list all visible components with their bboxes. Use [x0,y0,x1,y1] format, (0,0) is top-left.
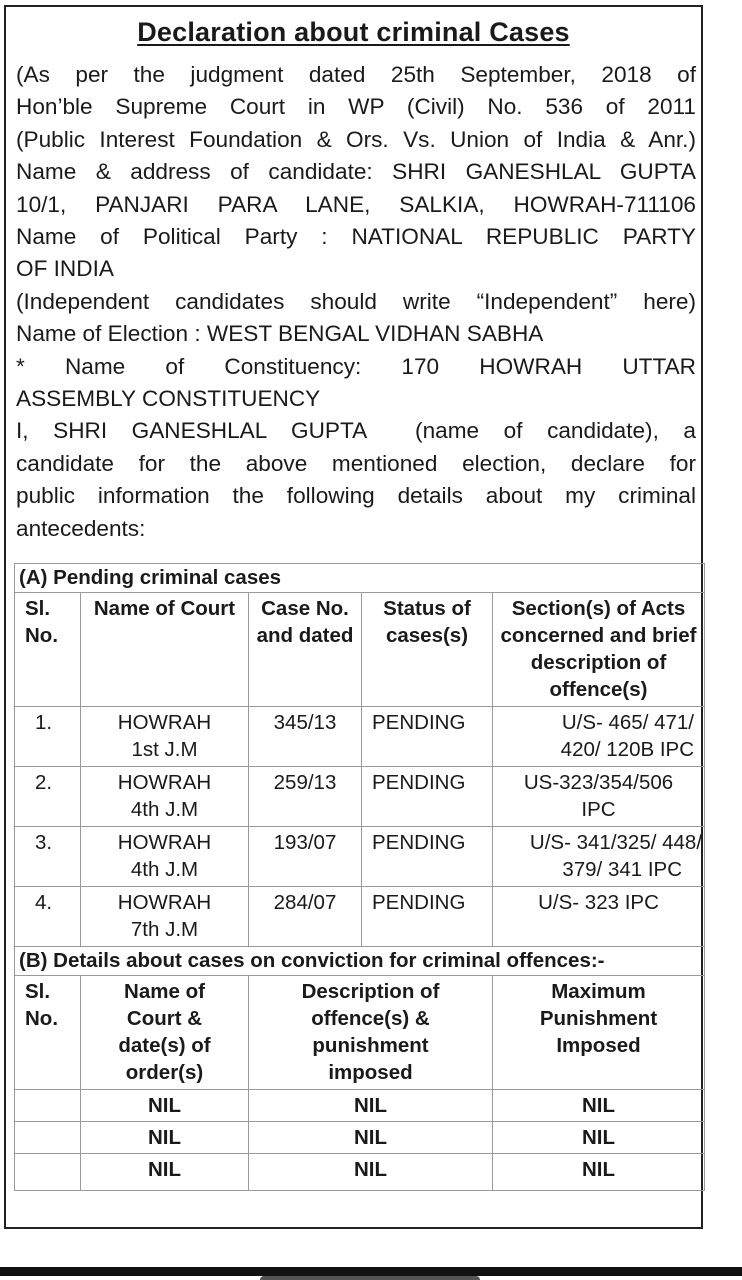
case-sl: 1. [15,707,81,767]
constituency-line-cont: ASSEMBLY CONSTITUENCY [16,386,321,412]
conv-punishment: NIL [493,1122,705,1154]
pending-case-row [15,887,705,947]
declaration-notice [4,5,703,1229]
conv-punishment: NIL [493,1154,705,1191]
declaration-line: antecedents: [16,515,146,541]
case-number: 284/07 [249,887,362,947]
conviction-row [15,1090,705,1122]
conv-col-header-court: Name of Court & date(s) of order(s) [81,976,249,1090]
conv-col-header-description: Description of offence(s) & punishment imposed [249,976,493,1090]
col-header-status: Status of cases(s) [362,593,493,707]
col-header-court: Name of Court [81,593,249,707]
case-number: 259/13 [249,767,362,827]
intro-line: (Public Interest Foundation & Ors. Vs. Union of India & Anr.) [16,126,696,152]
case-sl: 2. [15,767,81,827]
case-status: PENDING [362,827,493,887]
intro-line: (As per the judgment dated 25th September, 2018 of [16,62,696,87]
pending-cases-heading: (A) Pending criminal cases [15,564,705,593]
case-acts: U/S- 341/325/ 448/ 379/ 341 IPC [493,827,705,887]
conviction-row [15,1154,705,1191]
case-acts: U/S- 323 IPC [493,887,705,947]
conv-col-header-sl: Sl. No. [15,976,81,1090]
conviction-header-row [15,976,705,1090]
case-acts: U/S- 465/ 471/ 420/ 120B IPC [493,707,705,767]
case-number: 345/13 [249,707,362,767]
pending-case-row [15,707,705,767]
political-party-line: Name of Political Party : NATIONAL REPUBLIC PARTY [16,224,696,250]
col-header-acts: Section(s) of Acts concerned and brief description of offence(s) [493,593,705,707]
independent-note-line: (Independent candidates should write “Independent” here) [16,288,696,314]
case-court: HOWRAH 4th J.M [81,767,249,827]
conv-col-header-punishment: Maximum Punishment Imposed [493,976,705,1090]
conv-court: NIL [81,1090,249,1122]
conv-sl [15,1122,81,1154]
pending-case-row [15,827,705,887]
constituency-line: * Name of Constituency: 170 HOWRAH UTTAR [16,353,696,379]
election-name-line: Name of Election : WEST BENGAL VIDHAN SABHA [16,321,544,347]
case-court: HOWRAH 1st J.M [81,707,249,767]
political-party-line-cont: OF INDIA [16,256,114,282]
page-bottom-rule [0,1267,742,1276]
case-acts: US-323/354/506 IPC [493,767,705,827]
conv-court: NIL [81,1154,249,1191]
conv-description: NIL [249,1122,493,1154]
conv-court: NIL [81,1122,249,1154]
case-status: PENDING [362,767,493,827]
case-court: HOWRAH 7th J.M [81,887,249,947]
pending-header-row [15,593,705,707]
declaration-line: public information the following details about my criminal [16,483,696,509]
conviction-cases-heading: (B) Details about cases on conviction for criminal offences:- [15,947,705,976]
candidate-address-line: 10/1, PANJARI PARA LANE, SALKIA, HOWRAH-711106 [16,191,696,217]
notice-title: Declaration about criminal Cases [137,17,570,47]
conviction-row [15,1122,705,1154]
conv-sl [15,1090,81,1122]
case-status: PENDING [362,707,493,767]
conv-description: NIL [249,1090,493,1122]
col-header-case: Case No. and dated [249,593,362,707]
case-sl: 3. [15,827,81,887]
declaration-body [16,59,696,545]
pending-case-row [15,767,705,827]
col-header-sl: Sl. No. [15,593,81,707]
cropped-next-text [260,1276,480,1280]
declaration-line: I, SHRI GANESHLAL GUPTA (name of candidate), a [16,418,696,444]
case-number: 193/07 [249,827,362,887]
criminal-cases-table [14,563,705,1191]
candidate-name-line: Name & address of candidate: SHRI GANESHLAL GUPTA [16,159,696,185]
case-court: HOWRAH 4th J.M [81,827,249,887]
case-sl: 4. [15,887,81,947]
conv-sl [15,1154,81,1191]
case-status: PENDING [362,887,493,947]
intro-line: Hon’ble Supreme Court in WP (Civil) No. 536 of 2011 [16,94,696,120]
declaration-line: candidate for the above mentioned election, declare for [16,450,696,476]
conv-punishment: NIL [493,1090,705,1122]
conv-description: NIL [249,1154,493,1191]
